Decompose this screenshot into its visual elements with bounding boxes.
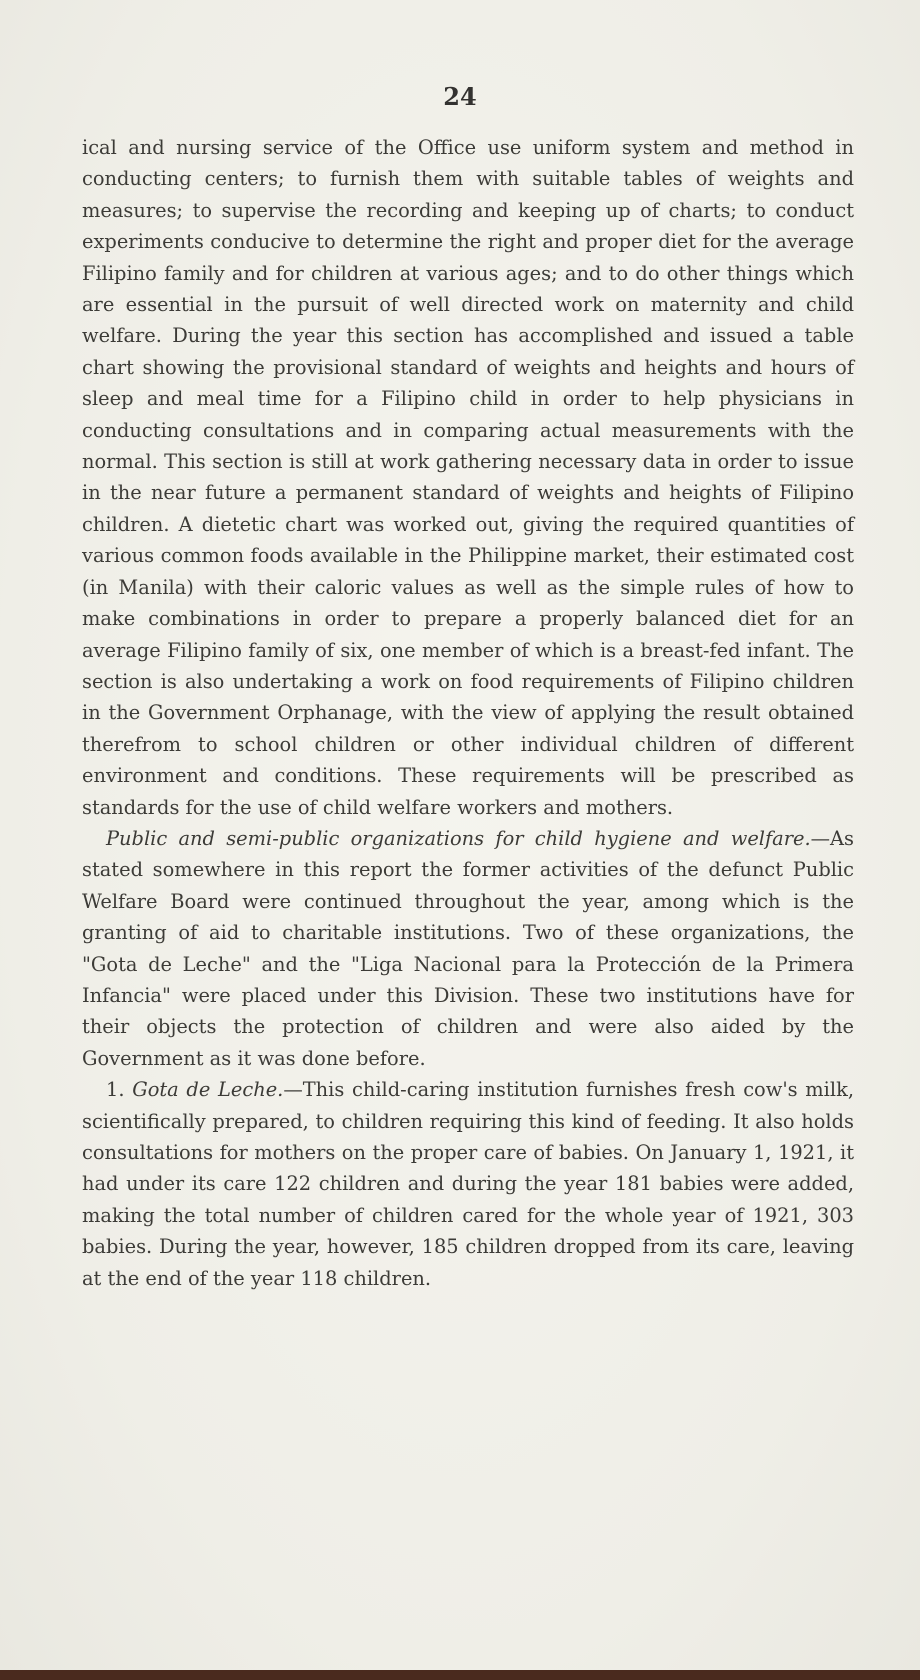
body-text (82, 132, 854, 1294)
section-heading-gota-de-leche: Gota de Leche. (132, 1078, 284, 1102)
paragraph-maternity-section: ical and nursing service of the Office use uniform system and method in conducting centers; to furnish them with suitable tables of weights and measures; to supervise the recording and keeping up of charts; to conduct experiments conducive to determine the right and proper diet for the average Filipino family and for children at various ages; and to do other things which are essential in the pursuit of well directed work on maternity and child welfare. During the year this section has accomplished and issued a table chart showing the provisional standard of weights and heights and hours of sleep and meal time for a Filipino child in order to help physicians in conducting consultations and in comparing actual measurements with the normal. This section is still at work gathering necessary data in order to issue in the near future a permanent standard of weights and heights of Filipino children. A dietetic chart was worked out, giving the required quantities of various common foods available in the Philippine market, their estimated cost (in Manila) with their caloric values as well as the simple rules of how to make combinations in order to prepare a properly balanced diet for an average Filipino family of six, one member of which is a breast-fed infant. The section is also undertaking a work on food requirements of Filipino children in the Government Orphanage, with the view of applying the result obtained therefrom to school children or other individual children of different environment and conditions. These requirements will be prescribed as standards for the use of child welfare workers and mothers. (82, 136, 854, 819)
scan-edge-band (0, 1670, 920, 1680)
paragraph-gota-de-leche (82, 1074, 854, 1294)
section-body-gota-de-leche: —This child-caring institution furnishes fresh cow's milk, scientifically prepared, to children requiring this kind of feeding. It also holds consultations for mothers on the proper care of babies. On January 1, 1921, it had under its care 122 children and during the year 181 babies were added, making the total number of children cared for the whole year of 1921, 303 babies. During the year, however, 185 children dropped from its care, leaving at the end of the year 118 children. (82, 1078, 854, 1290)
paragraph-public-organizations (82, 823, 854, 1074)
section-heading-public-organizations: Public and semi-public organizations for child hygiene and welfare. (106, 826, 811, 850)
item-number: 1. (106, 1078, 125, 1102)
section-body-public-organizations: —As stated somewhere in this report the former activities of the defunct Public Welfare Board were continued throughout the year, among which is the granting of aid to charitable institutions. Two of these organizations, the "Gota de Leche" and the "Liga Nacional para la Protección de la Primera Infancia" were placed under this Division. These two institutions have for their objects the protection of children and were also aided by the Government as it was done before. (82, 826, 854, 1070)
page-number: 24 (443, 82, 477, 111)
